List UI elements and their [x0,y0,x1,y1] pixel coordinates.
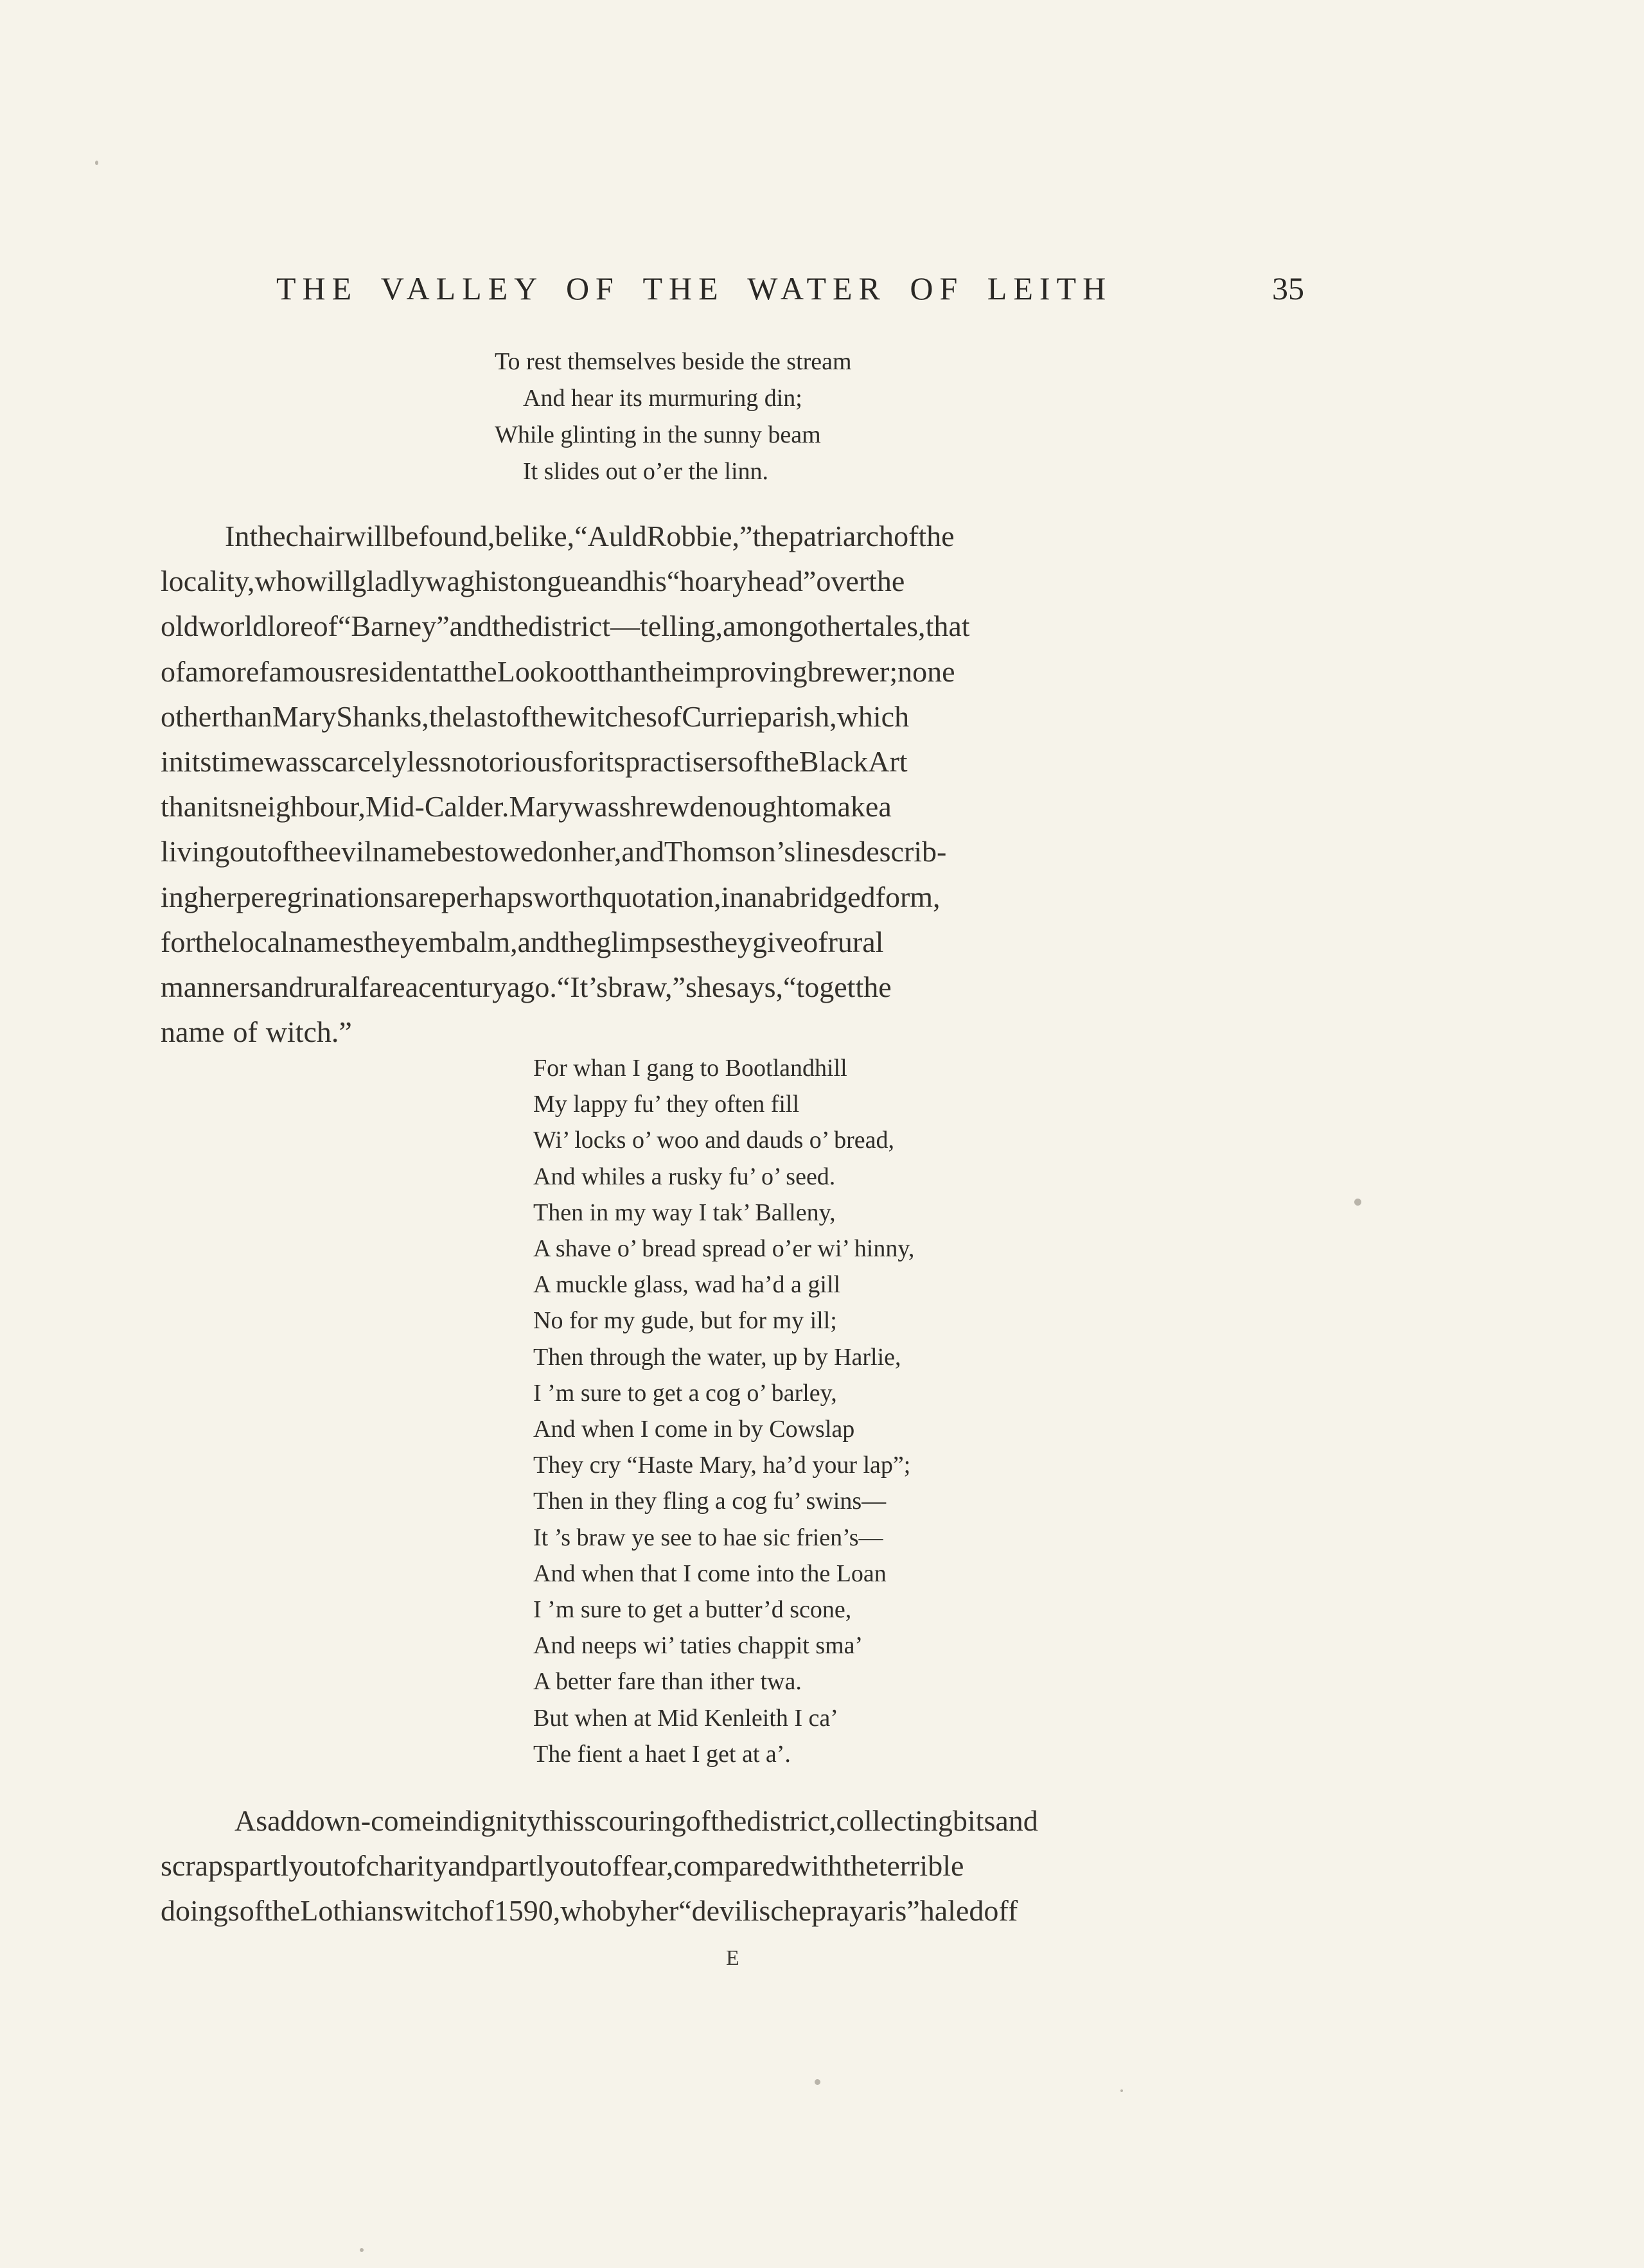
prose-line: ingherperegrinationsareperhapsworthquotation,inanabridgedform, [161,880,941,913]
paper-speck [815,2079,820,2085]
verse-line: A better fare than ither twa. [533,1668,802,1696]
prose-line: initstimewasscarcelylessnotoriousforitspractisersoftheBlackArt [161,745,908,778]
prose-line: mannersandruralfareacenturyago.“It’sbraw,”shesays,“togetthe [161,971,892,1004]
verse-line: Then in my way I tak’ Balleny, [533,1199,836,1226]
paper-speck [1120,2089,1123,2092]
prose-line: thanitsneighbour,Mid-Calder.Marywasshrewdenoughtomakea [161,790,892,823]
verse-line: Wi’ locks o’ woo and dauds o’ bread, [533,1127,894,1154]
verse-line: It ’s braw ye see to hae sic frien’s— [533,1524,883,1551]
verse-line: Then in they fling a cog fu’ swins— [533,1488,887,1515]
paragraph-mary-shanks [161,514,1304,1055]
running-title: THE VALLEY OF THE WATER OF LEITH [276,270,1113,306]
paper-speck [1354,1199,1361,1206]
verse-line: No for my gude, but for my ill; [533,1307,837,1335]
verse-stanza-top [495,344,852,490]
paragraph-down-come [161,1798,1304,1933]
prose-line: doingsoftheLothianswitchof1590,whobyher“devilischeprayaris”haledoff [161,1894,1018,1927]
prose-line: livingoutoftheevilnamebestowedonher,andThomson’slinesdescrib- [161,835,947,868]
paper-speck [360,2248,364,2252]
verse-line: And whiles a rusky fu’ o’ seed. [533,1163,836,1190]
verse-line: My lappy fu’ they often fill [533,1091,800,1118]
verse-line: For whan I gang to Bootlandhill [533,1055,847,1082]
verse-line: To rest themselves beside the stream [495,348,852,375]
signature-mark: E [726,1946,739,1970]
verse-line: And neeps wi’ taties chappit sma’ [533,1632,863,1660]
verse-witch-rhyme [533,1050,914,1772]
verse-line: And hear its murmuring din; [523,385,802,412]
verse-line: The fient a haet I get at a’. [533,1740,791,1768]
prose-line: otherthanMaryShanks,thelastofthewitchesofCurrieparish,which [161,699,910,733]
paper-speck [95,161,98,165]
verse-line: A shave o’ bread spread o’er wi’ hinny, [533,1235,915,1263]
verse-line: A muckle glass, wad ha’d a gill [533,1271,841,1299]
prose-line: scrapspartlyoutofcharityandpartlyoutoffear,comparedwiththeterrible [161,1849,964,1882]
prose-line: ofamorefamousresidentattheLookootthantheimprovingbrewer;none [161,655,955,688]
verse-line: And when that I come into the Loan [533,1560,887,1587]
verse-line: It slides out o’er the linn. [523,458,769,485]
verse-line: Then through the water, up by Harlie, [533,1343,901,1371]
running-head [161,270,1304,315]
prose-line: Inthechairwillbefound,belike,“AuldRobbie,”thepatriarchofthe [225,520,955,552]
prose-line: Asaddown-comeindignitythisscouringofthedistrict,collectingbitsand [234,1804,1038,1837]
prose-line: name of witch.” [161,1015,352,1049]
prose-line: forthelocalnamestheyembalm,andtheglimpsestheygiveofrural [161,925,884,958]
verse-line: I ’m sure to get a cog o’ barley, [533,1379,837,1407]
verse-line: They cry “Haste Mary, ha’d your lap”; [533,1452,911,1479]
verse-line: But when at Mid Kenleith I ca’ [533,1704,838,1732]
prose-line: locality,whowillgladlywaghistongueandhis“hoaryhead”overthe [161,565,905,598]
prose-line: oldworldloreof“Barney”andthedistrict—telling,amongothertales,that [161,610,970,643]
verse-line: I ’m sure to get a butter’d scone, [533,1596,852,1624]
verse-line: And when I come in by Cowslap [533,1416,855,1443]
verse-line: While glinting in the sunny beam [495,421,821,448]
page-number: 35 [1272,270,1304,306]
